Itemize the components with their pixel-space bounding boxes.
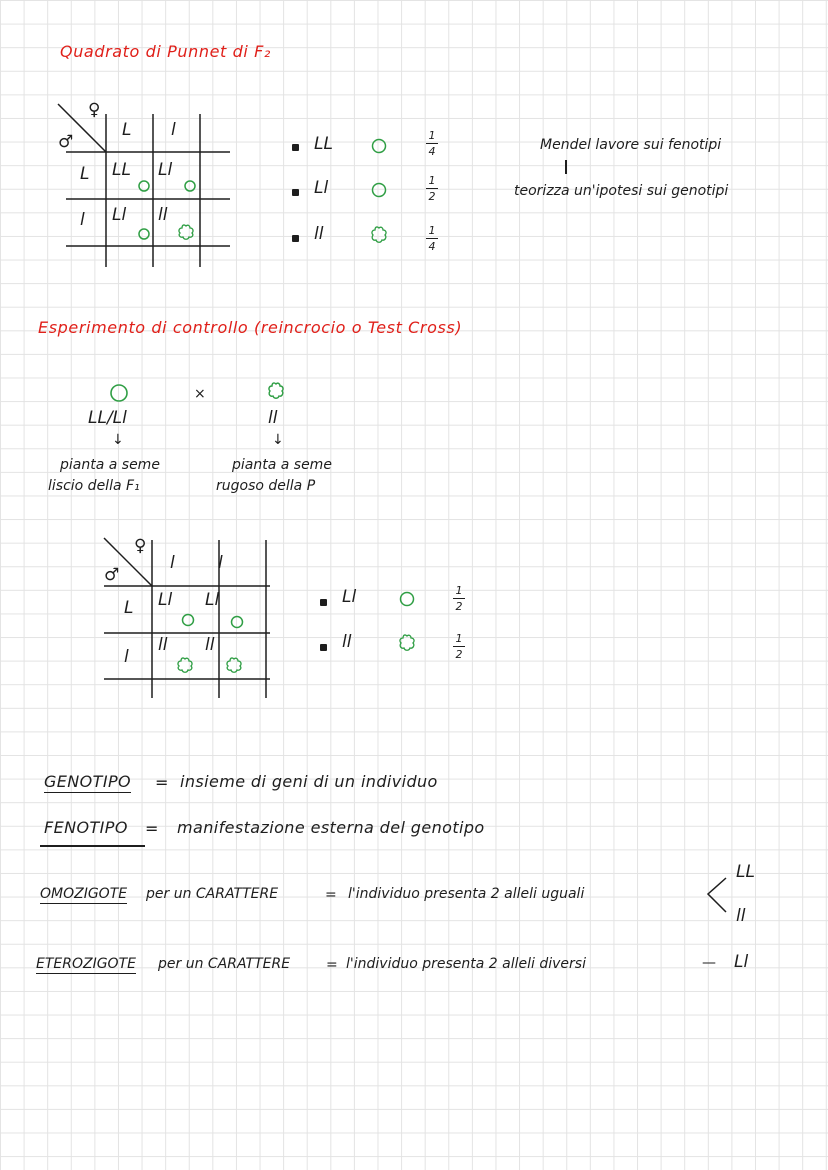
equals-sign: = bbox=[155, 773, 169, 792]
definition-omozigote: l'individuo presenta 2 alleli uguali bbox=[348, 886, 585, 902]
dash: — bbox=[702, 955, 716, 971]
punnett-cell-genotype: ll bbox=[158, 635, 168, 655]
col-header: L bbox=[122, 120, 132, 140]
right-parent-desc: rugoso della P bbox=[216, 478, 316, 494]
legend-fraction: 1 4 bbox=[424, 224, 440, 253]
row-header: L bbox=[124, 598, 134, 618]
note-mendel: Mendel lavore sui fenotipi bbox=[540, 137, 722, 153]
row-header: l bbox=[80, 210, 85, 230]
punnett-cell-genotype: LL bbox=[112, 160, 131, 180]
punnett-cell-genotype: ll bbox=[158, 205, 168, 225]
left-parent-desc: pianta a seme bbox=[60, 457, 160, 473]
legend-genotype: Ll bbox=[342, 587, 357, 607]
smooth-seed-icon bbox=[138, 180, 150, 192]
legend-genotype: ll bbox=[342, 632, 352, 652]
legend-genotype: ll bbox=[314, 224, 324, 244]
punnett-cell-genotype: Ll bbox=[158, 590, 173, 610]
term-eterozigote: ETEROZIGOTE bbox=[36, 956, 136, 972]
wrinkled-seed-icon bbox=[398, 634, 416, 652]
punnett-cell-genotype: ll bbox=[205, 635, 215, 655]
punnett-cell-genotype: Ll bbox=[112, 205, 127, 225]
legend-genotype: Ll bbox=[314, 178, 329, 198]
female-symbol: ♀ bbox=[88, 100, 101, 120]
smooth-seed-icon bbox=[138, 228, 150, 240]
wrinkled-seed-icon bbox=[178, 224, 194, 240]
col-header: l bbox=[171, 120, 176, 140]
note-connector bbox=[565, 160, 567, 174]
legend-genotype: LL bbox=[314, 134, 333, 154]
qualifier: per un CARATTERE bbox=[146, 886, 279, 902]
down-arrow-icon: ↓ bbox=[112, 432, 124, 448]
definition-genotipo: insieme di geni di un individuo bbox=[180, 772, 438, 791]
cross-symbol: × bbox=[194, 386, 206, 402]
qualifier: per un CARATTERE bbox=[158, 956, 291, 972]
smooth-seed-icon bbox=[184, 180, 196, 192]
smooth-seed-icon bbox=[181, 613, 195, 627]
smooth-seed-icon bbox=[399, 591, 415, 607]
punnett-cell-genotype: Ll bbox=[205, 590, 220, 610]
legend-fraction: 1 2 bbox=[451, 632, 467, 661]
male-symbol: ♂ bbox=[104, 565, 120, 585]
divider-line bbox=[40, 845, 145, 847]
legend-fraction: 1 4 bbox=[424, 129, 440, 158]
homozygous-option: LL bbox=[736, 862, 755, 882]
male-symbol: ♂ bbox=[58, 132, 74, 152]
parent-genotype-left: LL/Ll bbox=[88, 408, 127, 428]
right-parent-desc: pianta a seme bbox=[232, 457, 332, 473]
wrinkled-seed-icon bbox=[177, 657, 193, 673]
punnett-cell-genotype: Ll bbox=[158, 160, 173, 180]
equals-sign: = bbox=[325, 887, 337, 903]
list-bullet bbox=[292, 235, 299, 242]
equals-sign: = bbox=[145, 819, 159, 838]
note-hypothesis: teorizza un'ipotesi sui genotipi bbox=[514, 183, 729, 199]
list-bullet bbox=[292, 144, 299, 151]
list-bullet bbox=[320, 644, 327, 651]
equals-sign: = bbox=[326, 957, 338, 973]
section1-title: Quadrato di Punnet di F₂ bbox=[60, 42, 271, 61]
list-bullet bbox=[320, 599, 327, 606]
row-header: l bbox=[124, 647, 129, 667]
row-header: L bbox=[80, 164, 90, 184]
parent-genotype-right: ll bbox=[268, 408, 278, 428]
term-fenotipo: FENOTIPO bbox=[44, 818, 128, 837]
legend-fraction: 1 2 bbox=[451, 584, 467, 613]
bracket-icon bbox=[704, 876, 728, 916]
col-header: l bbox=[170, 553, 175, 573]
wrinkled-seed-icon bbox=[226, 657, 242, 673]
section2-title: Esperimento di controllo (reincrocio o Test Cross) bbox=[38, 318, 463, 337]
smooth-seed-icon bbox=[371, 138, 387, 154]
heterozygous-option: Ll bbox=[734, 952, 749, 972]
definition-eterozigote: l'individuo presenta 2 alleli diversi bbox=[346, 956, 586, 972]
list-bullet bbox=[292, 189, 299, 196]
left-parent-desc: liscio della F₁ bbox=[48, 478, 140, 494]
smooth-seed-icon bbox=[230, 615, 244, 629]
wrinkled-seed-icon bbox=[370, 226, 388, 244]
col-header: l bbox=[218, 553, 223, 573]
smooth-seed-icon bbox=[371, 182, 387, 198]
definition-fenotipo: manifestazione esterna del genotipo bbox=[177, 818, 485, 837]
down-arrow-icon: ↓ bbox=[272, 432, 284, 448]
wrinkled-seed-icon bbox=[266, 382, 286, 402]
term-genotipo: GENOTIPO bbox=[44, 772, 132, 791]
smooth-seed-icon bbox=[109, 383, 129, 403]
legend-fraction: 1 2 bbox=[424, 174, 440, 203]
homozygous-option: ll bbox=[736, 906, 746, 926]
female-symbol: ♀ bbox=[134, 536, 147, 556]
term-omozigote: OMOZIGOTE bbox=[40, 886, 128, 902]
